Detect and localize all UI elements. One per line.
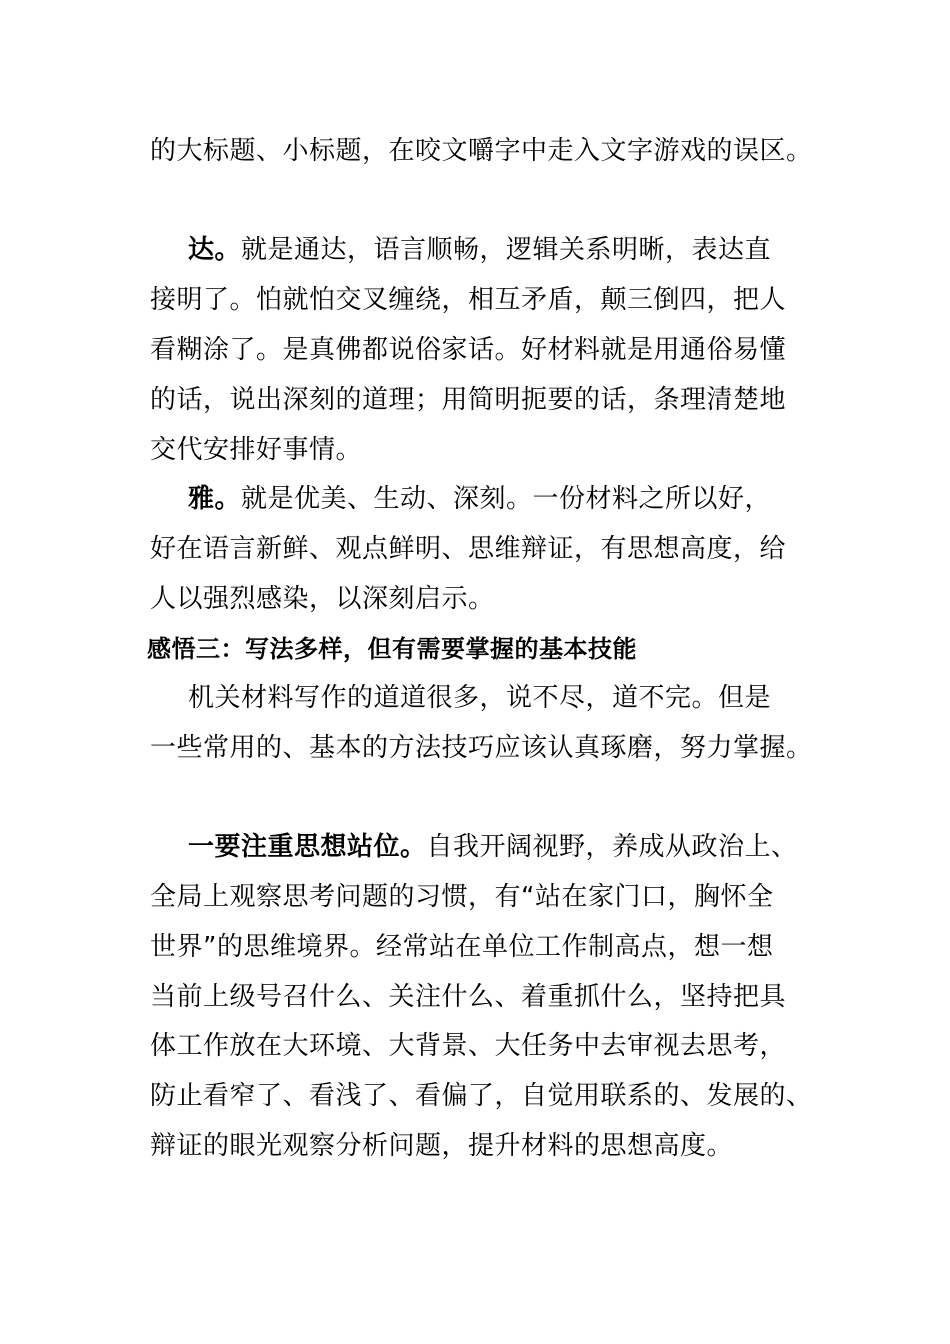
paragraph-line bbox=[150, 1126, 733, 1166]
paragraph-line bbox=[150, 280, 786, 320]
line-text: 辩证的眼光观察分析问题，提升材料的思想高度。 bbox=[150, 1131, 734, 1161]
line-text: 的话，说出深刻的道理；用简明扼要的话，条理清楚地 bbox=[150, 385, 787, 415]
keyword-ya: 雅。 bbox=[188, 484, 242, 514]
paragraph-da-line bbox=[188, 230, 771, 270]
line-text: 就是优美、生动、深刻。一份材料之所以好， bbox=[241, 484, 772, 514]
paragraph-ya-line bbox=[188, 479, 771, 519]
paragraph-line bbox=[150, 579, 495, 619]
paragraph-line bbox=[150, 1026, 786, 1066]
keyword-point1: 一要注重思想站位。 bbox=[188, 832, 427, 862]
line-text: 就是通达，语言顺畅，逻辑关系明晰，表达直 bbox=[241, 235, 772, 265]
line-text: 机关材料写作的道道很多，说不尽，道不完。但是 bbox=[188, 683, 772, 713]
line-text: 的大标题、小标题，在咬文嚼字中走入文字游戏的误区。 bbox=[150, 136, 813, 166]
line-text: 一些常用的、基本的方法技巧应该认真琢磨，努力掌握。 bbox=[150, 733, 813, 763]
line-text: 世界”的思维境界。经常站在单位工作制高点，想一想 bbox=[150, 932, 774, 962]
paragraph-line bbox=[150, 430, 362, 470]
line-text: 看糊涂了。是真佛都说俗家话。好材料就是用通俗易懂 bbox=[150, 335, 787, 365]
line-text: 防止看窄了、看浅了、看偏了，自觉用联系的、发展的、 bbox=[150, 1081, 813, 1111]
paragraph-line bbox=[150, 977, 786, 1017]
line-text: 全局上观察思考问题的习惯，有“站在家门口，胸怀全 bbox=[150, 882, 774, 912]
line-text: 体工作放在大环境、大背景、大任务中去审视去思考， bbox=[150, 1031, 787, 1061]
line-text: 自我开阔视野，养成从政治上、 bbox=[426, 832, 798, 862]
paragraph-line bbox=[188, 678, 771, 718]
section-heading bbox=[147, 629, 637, 669]
heading-text: 感悟三：写法多样，但有需要掌握的基本技能 bbox=[147, 635, 637, 663]
line-text: 人以强烈感染，以深刻启示。 bbox=[150, 584, 495, 614]
line-text: 接明了。怕就怕交叉缠绕，相互矛盾，颠三倒四，把人 bbox=[150, 285, 787, 315]
keyword-da: 达。 bbox=[188, 235, 242, 265]
line-text: 交代安排好事情。 bbox=[150, 435, 363, 465]
paragraph-line bbox=[150, 529, 786, 569]
paragraph-line bbox=[150, 728, 813, 768]
paragraph-line bbox=[150, 927, 773, 967]
paragraph-line bbox=[150, 1076, 813, 1116]
paragraph-line bbox=[150, 380, 786, 420]
line-text: 当前上级号召什么、关注什么、着重抓什么，坚持把具 bbox=[150, 982, 787, 1012]
paragraph-point1-line bbox=[188, 827, 798, 867]
line-text: 好在语言新鲜、观点鲜明、思维辩证，有思想高度，给 bbox=[150, 534, 787, 564]
paragraph-line bbox=[150, 131, 813, 171]
paragraph-line bbox=[150, 877, 773, 917]
paragraph-line bbox=[150, 330, 786, 370]
